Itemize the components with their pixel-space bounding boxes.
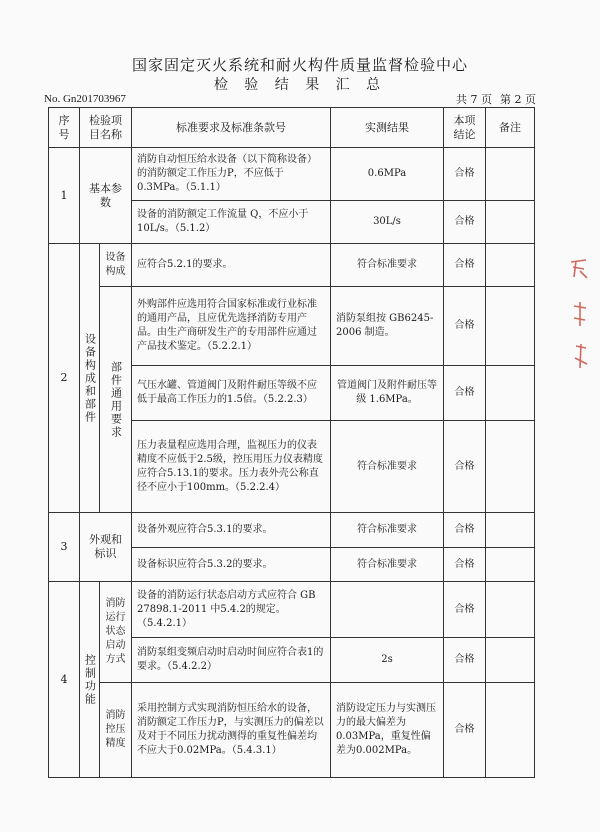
col-seq-header: 序号	[48, 107, 80, 148]
table-row-standard: 气压水罐、管道阀门及附件耐压等级不应低于最高工作压力的1.5倍。（5.2.2.3）	[131, 365, 331, 421]
org-name: 国家固定灭火系统和耐火构件质量监督检验中心	[131, 56, 468, 74]
col-result-header: 实测结果	[330, 107, 444, 148]
table-row-remark	[485, 581, 535, 638]
group-seq: 2	[48, 243, 80, 513]
table-row-standard: 应符合5.2.1的要求。	[131, 243, 331, 287]
table-row-remark	[485, 286, 535, 366]
group-seq: 4	[48, 581, 80, 778]
table-row-conclusion: 合格	[443, 365, 486, 421]
current-page: 第 2 页	[500, 93, 536, 106]
table-row-standard: 设备的消防额定工作流量 Q，不应小于10L/s。（5.1.2）	[131, 200, 331, 244]
table-row-conclusion: 合格	[443, 581, 486, 638]
table-row-result	[330, 581, 444, 638]
group-name: 基本参数	[79, 147, 132, 244]
group-seq: 3	[48, 512, 80, 582]
col-standard-header: 标准要求及标准条款号	[131, 107, 331, 148]
table-row-standard: 消防自动恒压给水设备（以下简称设备）的消防额定工作压力P，不应低于0.3MPa。（5.1.1）	[131, 147, 331, 201]
col-item-header: 检验项目名称	[79, 107, 132, 148]
table-row-remark	[485, 547, 535, 582]
table-row-remark	[485, 420, 535, 513]
table-row-result: 符合标准要求	[330, 512, 444, 548]
table-row-standard: 设备标识应符合5.3.2的要求。	[131, 547, 331, 582]
table-row-conclusion: 合格	[443, 547, 486, 582]
table-row-result: 符合标准要求	[330, 420, 444, 513]
table-row-remark	[485, 512, 535, 548]
subgroup-name: 部件通用要求	[99, 286, 132, 513]
table-row-standard: 设备外观应符合5.3.1的要求。	[131, 512, 331, 548]
seal-fragment	[570, 300, 590, 330]
table-row-conclusion: 合格	[443, 420, 486, 513]
table-row-result: 符合标准要求	[330, 243, 444, 287]
table-row-result: 2s	[330, 637, 444, 683]
col-remark-header: 备注	[485, 107, 535, 148]
subgroup-name: 消防控压精度	[99, 682, 132, 778]
seal-fragment	[572, 342, 590, 372]
table-row-standard: 采用控制方式实现消防恒压给水的设备，消防额定工作压力P，与实测压力的偏差以及对于不同压力扰动测得的重复性偏差均不应大于0.02MPa。（5.4.3.1）	[131, 682, 331, 778]
table-row-remark	[485, 200, 535, 244]
table-row-standard: 外购部件应选用符合国家标准或行业标准的通用产品，且应优先选择消防专用产品。由生产商研发生产的专用部件应通过产品技术鉴定。（5.2.2.1）	[131, 286, 331, 366]
table-row-conclusion: 合格	[443, 147, 486, 201]
table-row-remark	[485, 147, 535, 201]
subgroup-name: 消防运行状态启动方式	[99, 581, 132, 683]
table-row-conclusion: 合格	[443, 200, 486, 244]
table-row-standard: 设备的消防运行状态启动方式应符合 GB 27898.1-2011 中5.4.2的规定。（5.4.2.1）	[131, 581, 331, 638]
table-row-result: 消防设定压力与实测压力的最大偏差为0.03MPa，重复性偏差为0.002MPa。	[330, 682, 444, 778]
group-name: 控制功能	[79, 581, 100, 778]
table-row-standard: 消防泵组变频启动时启动时间应符合表1的要求。（5.4.2.2）	[131, 637, 331, 683]
table-row-result: 0.6MPa	[330, 147, 444, 201]
table-row-standard: 压力表量程应选用合理，监视压力的仪表精度不应低于2.5级，控压用压力仪表精度应符合5.13.1的要求。压力表外壳公称直径不应小于100mm。（5.2.2.4）	[131, 420, 331, 513]
report-number: No. Gn201703967	[44, 93, 126, 105]
table-row-result: 消防泵组按 GB6245-2006 制造。	[330, 286, 444, 366]
group-name: 设备构成和部件	[79, 243, 100, 513]
subgroup-name: 设备构成	[99, 243, 132, 287]
table-row-conclusion: 合格	[443, 512, 486, 548]
group-seq: 1	[48, 147, 80, 244]
table-row-remark	[485, 243, 535, 287]
seal-fragment	[568, 257, 590, 281]
table-row-conclusion: 合格	[443, 637, 486, 683]
total-pages: 共 7 页	[456, 93, 492, 106]
table-row-result: 符合标准要求	[330, 547, 444, 582]
table-row-result: 30L/s	[330, 200, 444, 244]
table-row-remark	[485, 637, 535, 683]
page-title: 检 验 结 果 汇 总	[213, 77, 387, 93]
col-conclusion-header: 本项结论	[443, 107, 486, 148]
table-row-conclusion: 合格	[443, 682, 486, 778]
group-name: 外观和标识	[79, 512, 132, 582]
table-row-result: 管道阀门及附件耐压等级 1.6MPa。	[330, 365, 444, 421]
table-row-remark	[485, 682, 535, 778]
table-row-remark	[485, 365, 535, 421]
table-row-conclusion: 合格	[443, 243, 486, 287]
table-row-conclusion: 合格	[443, 286, 486, 366]
page-indicator	[448, 91, 536, 107]
